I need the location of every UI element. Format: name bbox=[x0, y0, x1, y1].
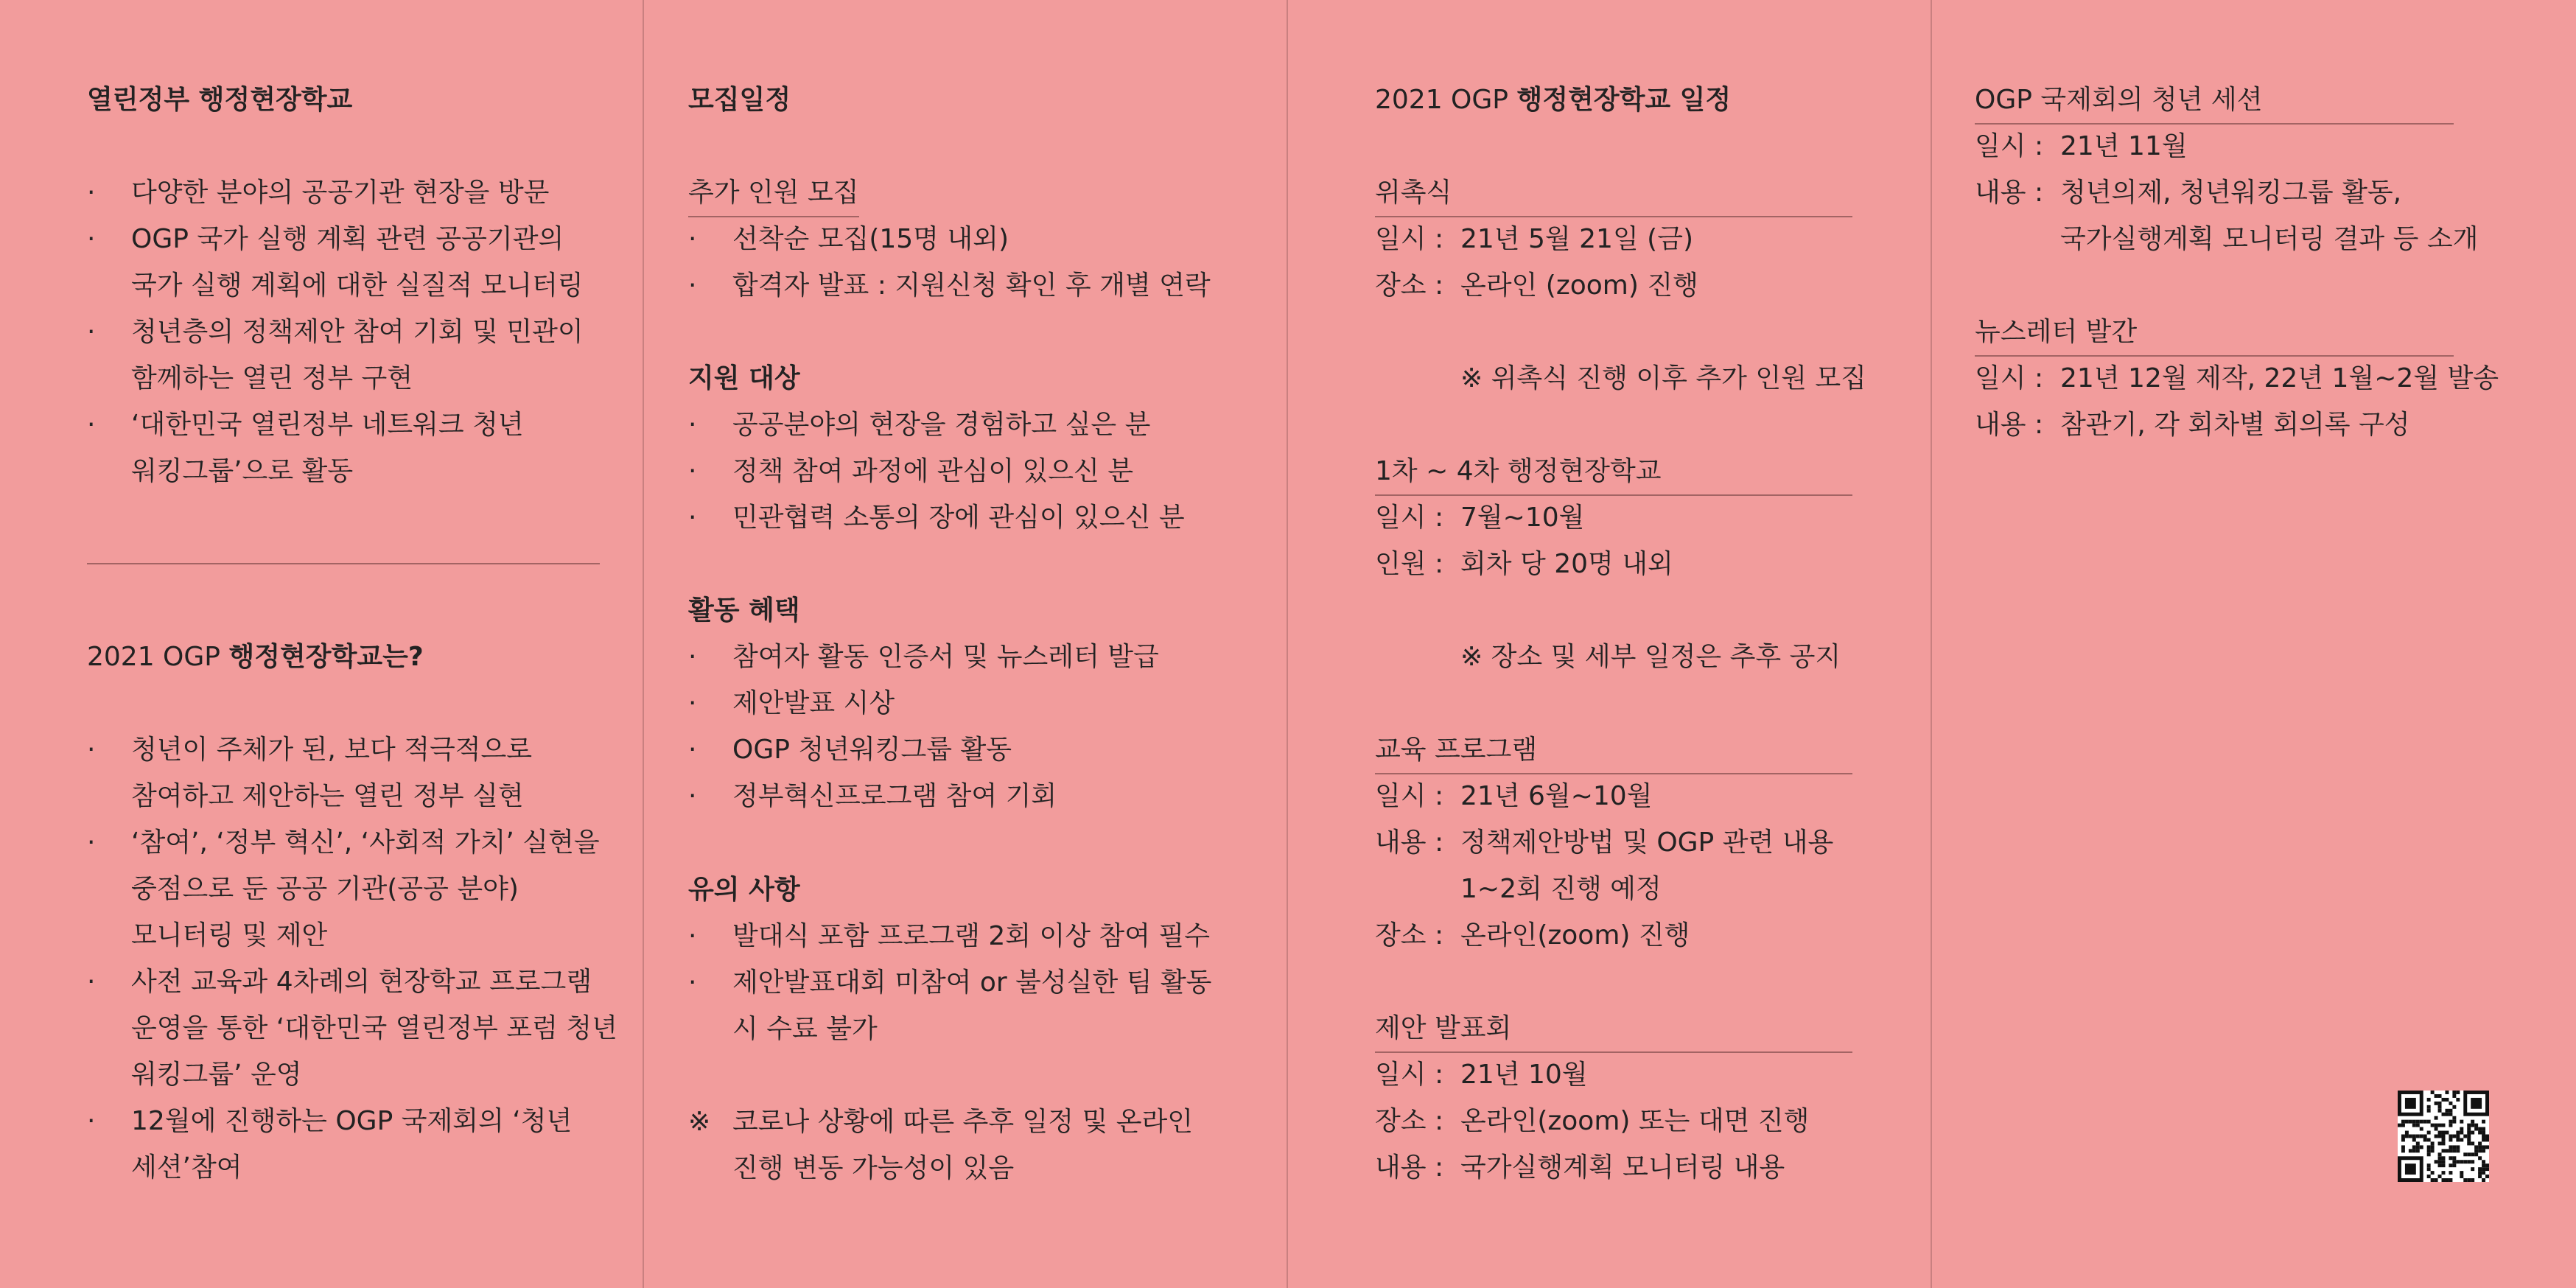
intro-heading: 열린정부 행정현장학교 bbox=[87, 85, 353, 115]
recruit-heading: 모집일정 bbox=[688, 85, 791, 115]
section-rule bbox=[87, 563, 600, 564]
list-item: · 12월에 진행하는 OGP 국제회의 ‘청년 세션’참여 bbox=[87, 1098, 572, 1191]
event-youth-date: 일시 : 21년 11월 bbox=[1975, 131, 2188, 161]
event-youth-content: 내용 : 청년의제, 청년워킹그룹 활동, bbox=[1975, 178, 2402, 208]
bullet-mark: · bbox=[688, 921, 697, 951]
list-item: · 합격자 발표 : 지원신청 확인 후 개별 연락 bbox=[688, 262, 1211, 309]
covid-note: ※ 코로나 상황에 따른 추후 일정 및 온라인 진행 변동 가능성이 있음 bbox=[688, 1107, 1194, 1183]
schedule-heading: 2021 OGP 행정현장학교 일정 bbox=[1375, 85, 1732, 115]
bullet-mark: · bbox=[688, 410, 697, 440]
list-item: · 다양한 분야의 공공기관 현장을 방문 bbox=[87, 169, 549, 216]
bullet-mark: · bbox=[87, 1106, 96, 1136]
bullet-mark: · bbox=[688, 781, 697, 811]
schedule-presentation-date: 일시 : 21년 10월 bbox=[1375, 1060, 1588, 1090]
panel-divider bbox=[1931, 0, 1932, 1288]
schedule-school-head: 1차 ~ 4차 행정현장학교 bbox=[1375, 448, 1852, 496]
bullet-mark: · bbox=[87, 827, 96, 858]
schedule-appointment-place: 장소 : 온라인 (zoom) 진행 bbox=[1375, 270, 1698, 301]
benefit-heading: 활동 혜택 bbox=[688, 595, 800, 626]
bullet-mark: · bbox=[688, 688, 697, 718]
schedule-presentation-content: 내용 : 국가실행계획 모니터링 내용 bbox=[1375, 1152, 1785, 1183]
schedule-appointment-date: 일시 : 21년 5월 21일 (금) bbox=[1375, 224, 1694, 254]
event-newsletter-content: 내용 : 참관기, 각 회차별 회의록 구성 bbox=[1975, 410, 2410, 440]
about-heading: 2021 OGP 행정현장학교는? bbox=[87, 642, 424, 672]
schedule-appointment-note: ※ 위촉식 진행 이후 추가 인원 모집 bbox=[1460, 363, 1866, 393]
bullet-mark: · bbox=[688, 456, 697, 486]
panel-divider bbox=[643, 0, 644, 1288]
bullet-mark: · bbox=[87, 967, 96, 997]
qr-code[interactable] bbox=[2398, 1091, 2489, 1182]
list-item: · 제안발표대회 미참여 or 불성실한 팀 활동 시 수료 불가 bbox=[688, 959, 1211, 1052]
bullet-mark: · bbox=[87, 178, 96, 208]
list-item: · 선착순 모집(15명 내외) bbox=[688, 216, 1009, 262]
list-item: · 사전 교육과 4차례의 현장학교 프로그램 운영을 통한 ‘대한민국 열린정부 포럼 청년 워킹그룹’ 운영 bbox=[87, 959, 617, 1098]
list-item: · OGP 청년워킹그룹 활동 bbox=[688, 727, 1012, 773]
schedule-education-content-2: 1~2회 진행 예정 bbox=[1460, 874, 1662, 904]
panel-recruit bbox=[688, 0, 1248, 1288]
bullet-mark: · bbox=[688, 270, 697, 301]
schedule-education-place: 장소 : 온라인(zoom) 진행 bbox=[1375, 920, 1690, 951]
list-item: · 발대식 포함 프로그램 2회 이상 참여 필수 bbox=[688, 913, 1210, 959]
schedule-appointment-head: 위촉식 bbox=[1375, 169, 1852, 217]
recruit-subheading: 추가 인원 모집 bbox=[688, 169, 859, 217]
target-heading: 지원 대상 bbox=[688, 363, 800, 393]
bullet-mark: · bbox=[688, 642, 697, 672]
bullet-mark: · bbox=[87, 735, 96, 765]
list-item: · OGP 국가 실행 계획 관련 공공기관의 국가 실행 계획에 대한 실질적 모니터링 bbox=[87, 216, 584, 309]
bullet-mark: · bbox=[688, 224, 697, 254]
list-item: · 민관협력 소통의 장에 관심이 있으신 분 bbox=[688, 494, 1185, 541]
list-item: · 청년이 주체가 된, 보다 적극적으로 참여하고 제안하는 열린 정부 실현 bbox=[87, 727, 532, 819]
panel-divider bbox=[1287, 0, 1288, 1288]
list-item: · 참여자 활동 인증서 및 뉴스레터 발급 bbox=[688, 634, 1159, 680]
event-youth-content-2: 국가실행계획 모니터링 결과 등 소개 bbox=[2060, 224, 2479, 254]
list-item: · 청년층의 정책제안 참여 기회 및 민관이 함께하는 열린 정부 구현 bbox=[87, 309, 584, 402]
schedule-presentation-head: 제안 발표회 bbox=[1375, 1005, 1852, 1053]
bullet-mark: · bbox=[87, 410, 96, 440]
schedule-presentation-place: 장소 : 온라인(zoom) 또는 대면 진행 bbox=[1375, 1106, 1810, 1136]
schedule-education-head: 교육 프로그램 bbox=[1375, 727, 1852, 774]
bullet-mark: · bbox=[87, 224, 96, 254]
panel-schedule bbox=[1375, 0, 1920, 1288]
event-youth-head: OGP 국제회의 청년 세션 bbox=[1975, 77, 2454, 125]
list-item: · 정부혁신프로그램 참여 기회 bbox=[688, 773, 1057, 819]
bullet-mark: · bbox=[87, 317, 96, 347]
event-newsletter-date: 일시 : 21년 12월 제작, 22년 1월~2월 발송 bbox=[1975, 363, 2499, 393]
list-item: · ‘대한민국 열린정부 네트워크 청년 워킹그룹’으로 활동 bbox=[87, 402, 524, 494]
bullet-mark: · bbox=[688, 967, 697, 998]
panel-intro bbox=[87, 0, 632, 1288]
event-newsletter-head: 뉴스레터 발간 bbox=[1975, 309, 2454, 357]
schedule-school-note: ※ 장소 및 세부 일정은 추후 공지 bbox=[1460, 642, 1841, 672]
schedule-school-people: 인원 : 회차 당 20명 내외 bbox=[1375, 549, 1673, 579]
list-item: · 제안발표 시상 bbox=[688, 680, 895, 727]
list-item: · 정책 참여 과정에 관심이 있으신 분 bbox=[688, 448, 1133, 494]
schedule-education-date: 일시 : 21년 6월~10월 bbox=[1375, 781, 1653, 811]
schedule-school-date: 일시 : 7월~10월 bbox=[1375, 503, 1585, 533]
list-item: · ‘참여’, ‘정부 혁신’, ‘사회적 가치’ 실현을 중점으로 둔 공공 기관(공공 분야) 모니터링 및 제안 bbox=[87, 819, 600, 959]
list-item: · 공공분야의 현장을 경험하고 싶은 분 bbox=[688, 402, 1150, 448]
bullet-mark: · bbox=[688, 503, 697, 533]
bullet-mark: · bbox=[688, 735, 697, 765]
schedule-education-content: 내용 : 정책제안방법 및 OGP 관련 내용 bbox=[1375, 827, 1834, 858]
caution-heading: 유의 사항 bbox=[688, 875, 800, 905]
